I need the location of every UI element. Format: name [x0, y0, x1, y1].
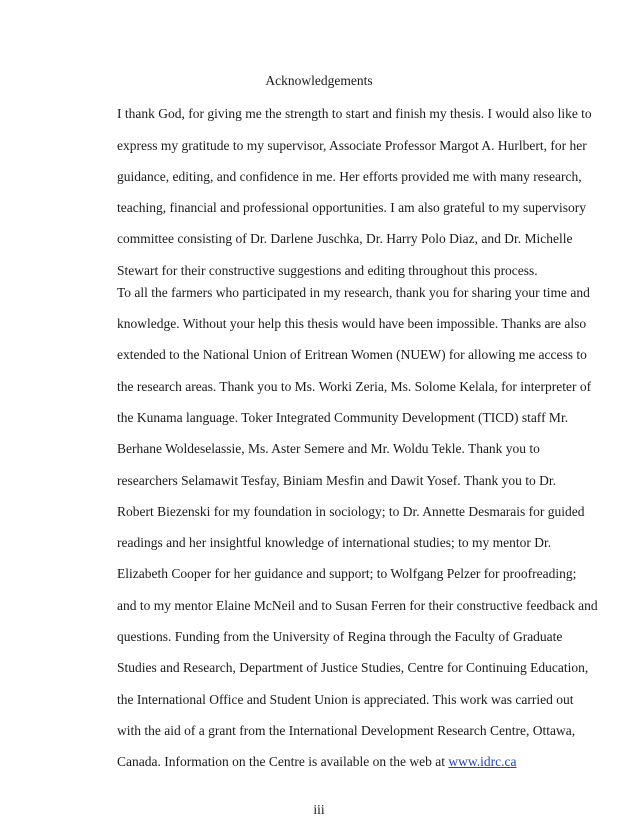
body-line-17: and to my mentor Elaine McNeil and to Susan Ferren for their constructive feedback and: [117, 598, 598, 613]
body-line-2: express my gratitude to my supervisor, Associate Professor Margot A. Hurlbert, for her: [117, 138, 587, 153]
body-line-10: the research areas. Thank you to Ms. Worki Zeria, Ms. Solome Kelala, for interpreter of: [117, 379, 592, 394]
body-line-3: guidance, editing, and confidence in me. Her efforts provided me with many research,: [117, 169, 582, 184]
body-line-8: knowledge. Without your help this thesis would have been impossible. Thanks are also: [117, 316, 587, 331]
body-line-14: Robert Biezenski for my foundation in sociology; to Dr. Annette Desmarais for guided: [117, 504, 585, 519]
body-line-6: Stewart for their constructive suggestions and editing throughout this process.: [117, 263, 538, 278]
body-line-4: teaching, financial and professional opportunities. I am also grateful to my supervisory: [117, 200, 586, 215]
body-line-18: questions. Funding from the University of Regina through the Faculty of Graduate: [117, 629, 563, 644]
body-line-22-text: Canada. Information on the Centre is available on the web at: [117, 754, 449, 769]
body-line-20: the International Office and Student Union is appreciated. This work was carried out: [117, 692, 574, 707]
body-line-21: with the aid of a grant from the International Development Research Centre, Ottawa,: [117, 723, 576, 738]
body-line-12: Berhane Woldeselassie, Ms. Aster Semere and Mr. Woldu Tekle. Thank you to: [117, 441, 540, 456]
body-line-15: readings and her insightful knowledge of international studies; to my mentor Dr.: [117, 535, 552, 550]
body-line-9: extended to the National Union of Eritrean Women (NUEW) for allowing me access to: [117, 347, 587, 362]
page-number: iii: [313, 802, 325, 817]
page-heading: Acknowledgements: [265, 73, 373, 88]
body-line-19: Studies and Research, Department of Justice Studies, Centre for Continuing Education,: [117, 660, 589, 675]
body-line-1: I thank God, for giving me the strength to start and finish my thesis. I would also like to: [117, 106, 592, 121]
body-line-13: researchers Selamawit Tesfay, Biniam Mesfin and Dawit Yosef. Thank you to Dr.: [117, 473, 556, 488]
idrc-website-link[interactable]: www.idrc.ca: [448, 754, 517, 769]
body-line-16: Elizabeth Cooper for her guidance and support; to Wolfgang Pelzer for proofreading;: [117, 566, 577, 581]
body-line-22: [117, 753, 516, 771]
body-line-7: To all the farmers who participated in my research, thank you for sharing your time and: [117, 285, 590, 300]
body-line-11: the Kunama language. Toker Integrated Community Development (TICD) staff Mr.: [117, 410, 569, 425]
body-line-5: committee consisting of Dr. Darlene Juschka, Dr. Harry Polo Diaz, and Dr. Michelle: [117, 231, 573, 246]
